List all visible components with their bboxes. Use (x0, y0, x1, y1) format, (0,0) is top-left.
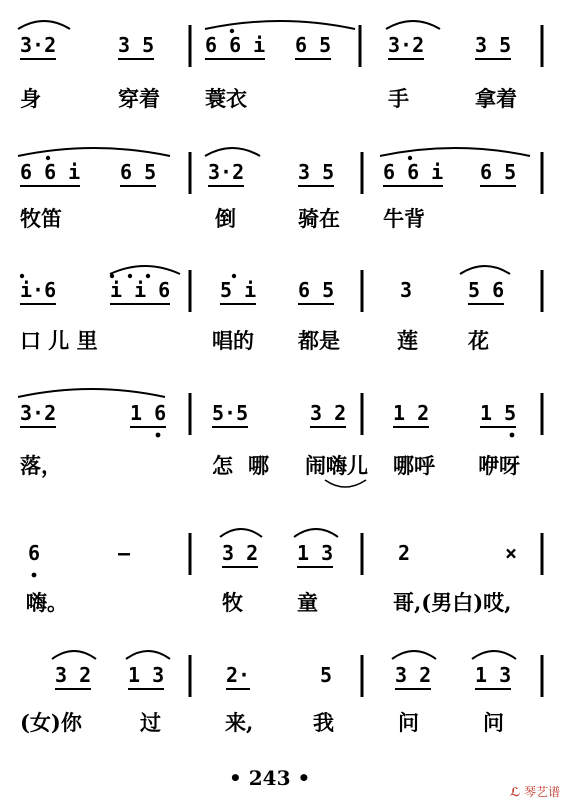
note-group: 3·2 (20, 33, 57, 57)
lyric-text: 哪呼 (393, 453, 435, 478)
lyric-text: 闹嗨儿 (305, 453, 368, 478)
note-group: — (118, 541, 131, 565)
slur (18, 148, 170, 156)
watermark (510, 783, 560, 800)
slur (294, 529, 338, 537)
lyric-text: 穿着 (118, 86, 160, 111)
lyric-text: 哪 (248, 453, 269, 478)
slur (220, 529, 262, 537)
slur (52, 651, 96, 659)
note-group: 3 2 (395, 663, 432, 687)
note-group: 3·2 (388, 33, 425, 57)
octave-dot (20, 274, 24, 278)
note-group: 5 (320, 663, 333, 687)
note-group: 3 2 (55, 663, 92, 687)
note-group: 6 5 (120, 160, 157, 184)
lyric-text: 牛背 (383, 206, 425, 231)
octave-dot (510, 433, 515, 438)
slur (460, 266, 510, 274)
slur (18, 21, 70, 29)
octave-dot (32, 573, 37, 578)
lyric-text: 牧笛 (20, 206, 62, 231)
lyric-slur (325, 480, 366, 487)
octave-dot (146, 274, 150, 278)
note-group: 3 (400, 278, 413, 302)
note-group: 1 6 (130, 401, 167, 425)
lyric-text: (女)你 (20, 710, 82, 735)
lyric-text: 落， (20, 453, 62, 478)
slur (18, 389, 165, 397)
lyric-text: 牧 (222, 590, 243, 615)
lyric-text: 怎 (212, 453, 233, 478)
note-group: 3·2 (20, 401, 57, 425)
octave-dot (110, 274, 114, 278)
lyric-text: 我 (313, 710, 334, 735)
slur (110, 266, 180, 274)
lyric-text: 花 (468, 328, 489, 353)
octave-dot (408, 156, 412, 160)
lyric-text: 身 (20, 86, 41, 111)
note-group: 2 (398, 541, 411, 565)
slur (380, 148, 530, 156)
lyric-text: 嗨。 (26, 590, 68, 615)
lyric-text: 倒 (215, 206, 236, 231)
octave-dot (230, 29, 234, 33)
lyric-text: 童 (297, 590, 318, 615)
note-group: 2· (226, 663, 251, 687)
watermark-logo-icon: ℒ (510, 785, 521, 799)
lyric-text: 莲 (397, 328, 418, 353)
slur (386, 21, 440, 29)
note-group: 6 6 i (205, 33, 266, 57)
note-group: 6 5 (480, 160, 517, 184)
note-group: 6 6 i (383, 160, 444, 184)
octave-dot (46, 156, 50, 160)
slur (392, 651, 436, 659)
lyric-text: 蓑衣 (205, 86, 247, 111)
note-group: 3·2 (208, 160, 245, 184)
note-group: 6 5 (295, 33, 332, 57)
note-group: i i 6 (110, 278, 171, 302)
slur (205, 21, 355, 29)
slur (472, 651, 516, 659)
note-group: 1 3 (475, 663, 512, 687)
note-group: 1 5 (480, 401, 517, 425)
octave-dot (128, 274, 132, 278)
octave-dot (232, 274, 236, 278)
lyric-text: 来, (225, 710, 254, 735)
lyric-text: 手 (388, 86, 409, 111)
watermark-text: 琴艺谱 (524, 785, 561, 799)
lyric-text: 唱的 (212, 328, 254, 353)
lyric-text: 哥,(男白)哎, (393, 590, 512, 615)
slur (126, 651, 170, 659)
note-group: 3 5 (118, 33, 155, 57)
note-group: 6 5 (298, 278, 335, 302)
lyric-text: 拿着 (475, 86, 517, 111)
note-group: 3 2 (310, 401, 347, 425)
lyric-text: 都是 (298, 328, 340, 353)
note-group: 1 3 (297, 541, 334, 565)
lyric-text: 口 儿 里 (20, 328, 98, 353)
note-group: 5 i (220, 278, 257, 302)
lyric-text: 骑在 (298, 206, 340, 231)
note-group: i·6 (20, 278, 57, 302)
lyric-text: 问 (398, 710, 419, 735)
note-group: × (505, 541, 518, 565)
note-group: 5·5 (212, 401, 249, 425)
note-group: 3 5 (298, 160, 335, 184)
page-number: • 243 • (229, 766, 311, 790)
octave-dot (156, 433, 161, 438)
note-group: 1 2 (393, 401, 430, 425)
note-group: 3 2 (222, 541, 259, 565)
note-group: 6 6 i (20, 160, 81, 184)
lyric-text: 咿呀 (478, 453, 520, 478)
note-group: 6 (28, 541, 41, 565)
note-group: 1 3 (128, 663, 165, 687)
lyric-text: 过 (140, 710, 161, 735)
note-group: 5 6 (468, 278, 505, 302)
note-group: 3 5 (475, 33, 512, 57)
lyric-text: 问 (483, 710, 504, 735)
slur (205, 148, 260, 156)
